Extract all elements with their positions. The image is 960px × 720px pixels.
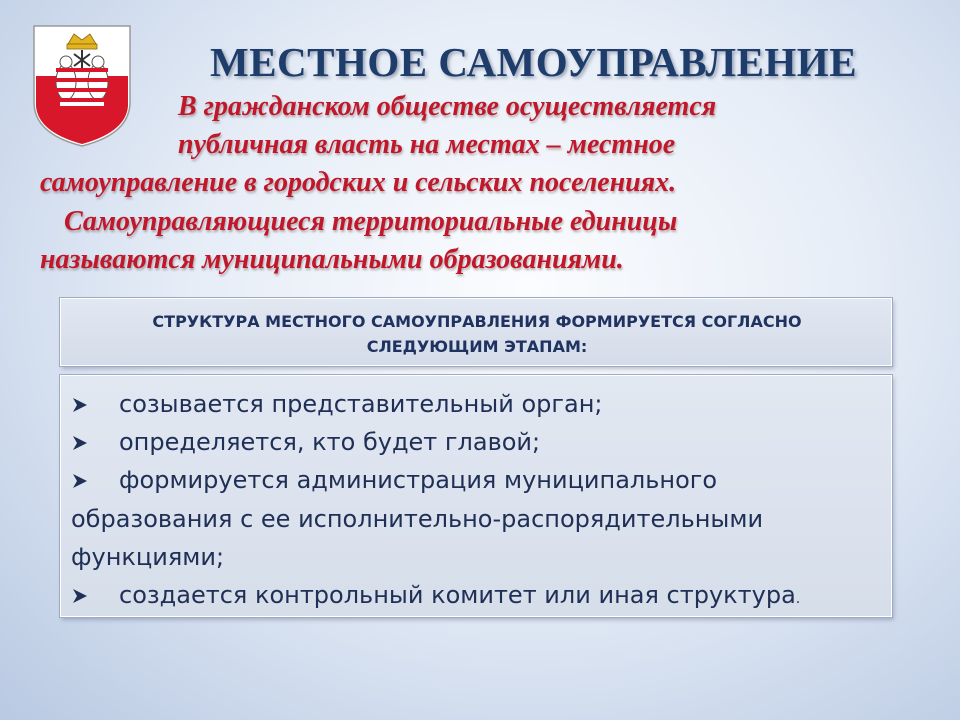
stage-item-1: созывается представительный орган;: [119, 390, 603, 418]
list-item-continuation: образования с ее исполнительно-распорядительными: [71, 505, 764, 533]
list-item: [71, 392, 602, 416]
coat-of-arms-emblem: [30, 22, 134, 148]
trailing-dot: .: [795, 591, 801, 607]
intro-line-1: В гражданском обществе осуществляется: [178, 91, 717, 122]
structure-heading-line-2: СЛЕДУЮЩИМ ЭТАПАМ:: [366, 337, 588, 356]
list-item: [71, 583, 800, 607]
intro-line-5: называются муниципальными образованиями.: [40, 244, 624, 275]
intro-line-2: публичная власть на местах – местное: [178, 129, 676, 160]
arrowhead-bullet-icon: [71, 430, 119, 454]
arrowhead-bullet-icon: [71, 392, 119, 416]
arrowhead-bullet-icon: [71, 583, 119, 607]
page-title: МЕСТНОЕ САМОУПРАВЛЕНИЕ: [210, 39, 858, 85]
stage-item-4: создается контрольный комитет или иная структура: [119, 581, 796, 609]
structure-heading: [61, 309, 893, 359]
list-item: [71, 468, 717, 492]
intro-line-4: Самоуправляющиеся территориальные единицы: [64, 206, 678, 237]
stages-list: [60, 375, 892, 617]
structure-heading-line-1: СТРУКТУРА МЕСТНОГО САМОУПРАВЛЕНИЯ ФОРМИРУЕТСЯ СОГЛАСНО: [152, 312, 802, 331]
arrowhead-bullet-icon: [71, 468, 119, 492]
structure-heading-box: [60, 298, 892, 366]
list-item: [71, 430, 540, 454]
stage-item-3: формируется администрация муниципального: [119, 466, 718, 494]
intro-line-3: самоуправление в городских и сельских поселениях.: [40, 167, 677, 198]
list-item-continuation: функциями;: [71, 543, 225, 571]
stage-item-2: определяется, кто будет главой;: [119, 428, 541, 456]
